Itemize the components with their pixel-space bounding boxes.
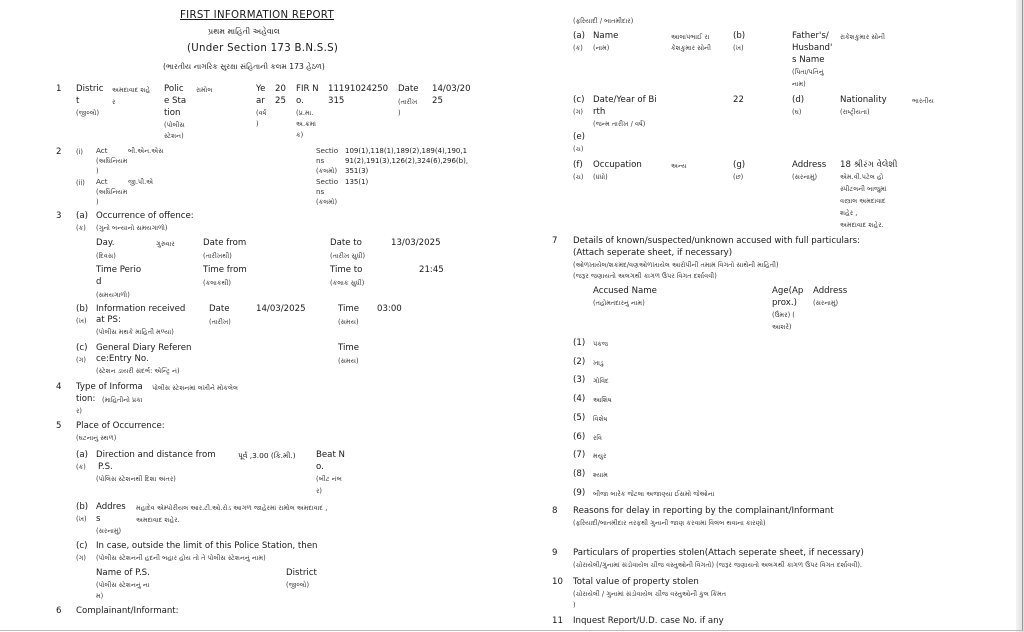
accused-index: (2) (573, 357, 586, 367)
info-date-label: Date (209, 304, 230, 314)
comp-nationality-index-gu: (ઘ) (792, 108, 802, 116)
section-row-1-value: 109(1),118(1),189(2),189(4),190,1 (345, 147, 468, 155)
fir-date-label-gu: (તારીખ (398, 98, 418, 106)
act-row-2-value: જી.પી.એ (128, 178, 154, 186)
comp-father-label-3: s Name (792, 55, 825, 65)
fir-date-value-2: 25 (432, 96, 443, 106)
accused-name: બીજા બારેક જેટલા અજાણ્યા ઈસમો જેઓના (593, 490, 715, 498)
outside-ps-index: (c) (76, 541, 88, 551)
info-time-label-gu: (સમય) (338, 318, 359, 326)
address-label-gu: (સરનામું) (96, 527, 122, 535)
comp-address-value-5: શહેર , (840, 209, 858, 217)
comp-address-value: 18 શ્રીરંગ વેલેશી (840, 160, 898, 170)
time-from-label-gu: (કલાકથી) (203, 279, 231, 287)
accused-name: રવિ (593, 434, 603, 442)
section-row-1-label-gu: (કલમો) (316, 167, 338, 175)
comp-occupation-label-gu: (ધંધો) (593, 173, 608, 181)
day-value: ગુરુવાર (156, 240, 175, 248)
comp-name-value-2: કેશકુમાર સોની (671, 44, 711, 52)
info-date-value: 14/03/2025 (256, 304, 306, 314)
date-from-label: Date from (203, 238, 247, 248)
accused-name-column: Accused Name (593, 286, 657, 296)
accused-name: મયુર (593, 452, 607, 460)
place-label-gu: (ઘટનાનું સ્થળ) (76, 434, 117, 442)
comp-nationality-label-gu: (રાષ્ટ્રીયતા) (840, 108, 870, 116)
fir-number-value-2: 315 (328, 96, 345, 106)
place-label: Place of Occurrence: (76, 421, 165, 431)
section-1-number: 1 (56, 84, 62, 94)
info-type-label-2: tion: (76, 394, 96, 404)
day-label-gu: (દિવસ) (96, 252, 116, 260)
comp-address-index: (g) (733, 160, 746, 170)
comp-e-index-gu: (ચ) (573, 145, 584, 153)
info-received-label: Information received (96, 304, 186, 314)
accused-age-column-gu-2: આશરે) (772, 323, 792, 331)
complainant-label-gu: (ફરિયાદી / બાતમીદાર) (573, 17, 634, 25)
comp-occupation-index-gu: (ચ) (573, 173, 584, 181)
comp-e-index: (e) (573, 132, 585, 142)
time-period-label-2: d (96, 277, 102, 287)
district-value: અમદાવાદ શહે (112, 86, 151, 94)
document-section-gu: (ભારતીય નાગરિક સુરક્ષા સંહિતાની કલમ 173 હેઠળ) (163, 62, 325, 71)
comp-father-index: (b) (733, 31, 746, 41)
section-7-number: 7 (552, 236, 558, 246)
fir-number-label: FIR N (296, 84, 319, 94)
accused-index: (3) (573, 375, 586, 385)
accused-index: (1) (573, 338, 586, 348)
info-type-label-gu: (માહિતીનો પ્રકા (102, 396, 143, 404)
comp-dob-label-2: rth (593, 107, 606, 117)
comp-name-label-gu: (નામ) (593, 44, 610, 52)
section-row-1-label: Sectio (316, 146, 339, 155)
accused-index: (9) (573, 488, 586, 498)
year-label-gu: (વર્ષ (256, 109, 267, 117)
info-time-label: Time (338, 304, 360, 314)
document-section: (Under Section 173 B.N.S.S) (187, 43, 339, 54)
outside-ps-index-gu: (ગ) (76, 554, 86, 562)
district-label-gu: (જીલ્લો) (76, 109, 100, 117)
info-received-label-2: at PS: (96, 315, 121, 325)
comp-dob-value: 22 (733, 95, 744, 105)
address-value: મહાદેવ એમ્પોરીયલ આર.ટી.ઓ.રોડ આગળ જાહેરમાં રામોલ અમદાવાદ , (136, 504, 328, 512)
comp-address-label-gu: (સરનામું) (792, 173, 818, 181)
info-type-label: Type of Informa (76, 382, 143, 392)
info-received-index-gu: (ખ) (76, 317, 87, 325)
accused-index: (5) (573, 413, 586, 423)
section-row-1-value-2: 91(2),191(3),126(2),324(6),296(b), (345, 157, 469, 165)
police-station-value: રામોલ (196, 86, 213, 94)
address-index: (b) (76, 502, 89, 512)
gd-label-gu: (સ્ટેશન ડાયરી સંદર્ભ: એન્ટ્રિ નં) (96, 367, 180, 375)
year-value-2: 25 (275, 96, 286, 106)
outside-ps-label: In case, outside the limit of this Police Station, then (96, 541, 318, 551)
date-from-label-gu: (તારીખથી) (203, 252, 232, 260)
ps-name-label: Name of P.S. (96, 568, 150, 578)
section-row-2-label: Sectio (316, 177, 339, 186)
police-station-label: Polic (164, 84, 184, 94)
date-to-label-gu: (તારીખ સુધી) (330, 252, 366, 260)
section-row-2-label-2: ns (316, 187, 325, 196)
outside-district-label-gu: (જીલ્લો) (286, 581, 310, 589)
police-station-label-3: tion (164, 108, 181, 118)
comp-father-label-gu: (પિતા/પતિનું (792, 68, 824, 76)
gd-label-2: ce:Entry No. (96, 354, 149, 364)
accused-name: આશિષ (593, 396, 612, 404)
day-label: Day. (96, 238, 115, 248)
time-to-label: Time to (330, 265, 363, 275)
page-edge-shadow (1016, 0, 1024, 632)
accused-details-label-2: (Attach seperate sheet, if necessary) (573, 248, 733, 258)
direction-index-gu: (ક) (76, 463, 86, 471)
comp-occupation-label: Occupation (593, 160, 642, 170)
act-row-1-index: (i) (76, 148, 83, 156)
police-station-label-gu-2: સ્ટેશન) (164, 132, 184, 140)
accused-name: ગોવિંદ (593, 377, 609, 385)
comp-name-label: Name (593, 31, 619, 41)
address-label-2: s (96, 514, 101, 524)
district-label-2: t (76, 96, 80, 106)
time-to-label-gu: (કલાક સુધી) (330, 279, 365, 287)
accused-name: ખાડુ (593, 359, 604, 367)
delay-reason-label: Reasons for delay in reporting by the complainant/Informant (573, 506, 834, 516)
fir-number-label-gu: (પ્ર.મા. (296, 109, 314, 117)
comp-name-index: (a) (573, 31, 585, 41)
occurrence-label-gu: (ગુનો બન્યાનો સમયગાળો) (96, 224, 168, 232)
accused-index: (6) (573, 432, 586, 442)
fir-date-label: Date (398, 84, 419, 94)
direction-label: Direction and distance from (96, 450, 216, 460)
info-time-value: 03:00 (377, 304, 402, 314)
accused-index: (4) (573, 394, 586, 404)
accused-details-label: Details of known/suspected/unknown accused with full particulars: (573, 236, 861, 246)
occurrence-index-gu: (ક) (76, 224, 86, 232)
section-row-1-value-3: 351(3) (345, 167, 369, 175)
act-row-2-label-gu-2: ) (96, 198, 99, 206)
comp-father-value: રાકેશકુમાર સોની (840, 33, 885, 41)
accused-address-column-gu: (સરનામું) (813, 299, 839, 307)
accused-name: પંકજ (593, 340, 609, 348)
direction-value: પૂર્વ ,3.00 (કિ.મી.) (238, 451, 296, 460)
fir-number-value: 11191024250 (328, 84, 389, 94)
comp-address-index-gu: (છ) (733, 173, 744, 181)
beat-label-gu-2: ર) (316, 487, 322, 495)
fir-number-label-gu-3: ક) (296, 131, 304, 139)
section-row-1-label-2: ns (316, 156, 325, 165)
occurrence-label: Occurrence of offence: (96, 211, 194, 221)
document-title: FIRST INFORMATION REPORT (180, 10, 334, 21)
comp-father-label: Father's/ (792, 31, 829, 41)
accused-age-column-gu: (ઉંમર) ( (772, 311, 795, 319)
accused-name: વિશેષ (593, 415, 608, 423)
section-9-number: 9 (552, 548, 558, 558)
fir-date-label-gu-2: ) (398, 109, 401, 117)
year-label: Ye (256, 84, 266, 94)
act-row-2-label-gu: (અધિનિયમ (96, 188, 128, 196)
info-type-value: પોલીસ સ્ટેશનમાં લખીને મોકલેલ (152, 384, 238, 392)
act-row-1-label-gu: (અધિનિયમ (96, 157, 128, 165)
police-station-label-2: e Sta (164, 96, 187, 106)
comp-father-label-2: Husband' (792, 43, 833, 53)
comp-address-value-4: વસ્ત્રાલ અમદાવાદ (840, 197, 886, 205)
info-date-label-gu: (તારીખ) (209, 318, 231, 326)
beat-label-2: o. (316, 462, 324, 472)
info-received-index: (b) (76, 304, 89, 314)
accused-age-column: Age(Ap (772, 286, 804, 296)
accused-index: (7) (573, 450, 586, 460)
time-period-label-gu: (સમયગાળો) (96, 291, 130, 299)
gd-label: General Diary Referen (96, 343, 192, 353)
address-label: Addres (96, 502, 126, 512)
occurrence-index: (a) (76, 211, 88, 221)
delay-reason-label-gu: (ફરિયાદી/બાતમીદાર તરફથી ગુનાની જાણ કરવામાં વિલંબ થવાના કારણો) (573, 519, 766, 527)
property-value-label-gu-2: ) (573, 601, 576, 609)
time-period-label: Time Perio (96, 265, 142, 275)
stolen-property-label: Particulars of properties stolen(Attach seperate sheet, if necessary) (573, 548, 864, 558)
inquest-report-label: Inquest Report/U.D. case No. if any (573, 616, 724, 626)
date-to-value: 13/03/2025 (391, 238, 441, 248)
complainant-label: Complainant/Informant: (76, 606, 179, 616)
section-row-2-value: 135(1) (345, 178, 369, 186)
comp-father-index-gu: (ખ) (733, 44, 744, 52)
section-2-number: 2 (56, 147, 62, 157)
accused-address-column: Address (813, 286, 848, 296)
year-label-gu-2: ) (256, 120, 259, 128)
fir-number-label-2: o. (296, 96, 304, 106)
stolen-property-label-gu: (ચોરાયેલી/ગુનામાં સંડોવાયેલ ચીજ વસ્તુઓની વિગતો) (જરૂર જણાયતો અલગથી કાગળ ઉપર વિગત દર્શાવવી). (573, 561, 863, 569)
comp-occupation-value: અન્ય (671, 162, 687, 170)
accused-details-label-gu-2: (જરૂર જણાયતો અલગથી કાગળ ઉપર વિગત દર્શાવવી) (573, 272, 717, 280)
address-index-gu: (ખ) (76, 515, 87, 523)
gd-time-label: Time (338, 343, 360, 353)
ps-name-label-gu-2: મ) (96, 592, 104, 600)
direction-label-gu: (પોલિસ સ્ટેશનથી દિશા અંતર) (96, 475, 176, 483)
act-row-2-label: Act (96, 177, 108, 186)
act-row-1-label: Act (96, 146, 108, 155)
section-8-number: 8 (552, 506, 558, 516)
comp-dob-label: Date/Year of Bi (593, 95, 657, 105)
time-from-label: Time from (203, 265, 247, 275)
act-row-1-value: બી.એન.એસ (128, 147, 164, 155)
accused-index: (8) (573, 469, 586, 479)
gd-time-label-gu: (સમય) (338, 357, 359, 365)
fir-date-value: 14/03/20 (432, 84, 471, 94)
accused-name-column-gu: (તહોમતદારનું નામ) (593, 299, 645, 307)
comp-name-value: આલાપભાઈ રા (671, 33, 710, 41)
comp-address-value-3: સ્પીટલની બાજુમાં (840, 185, 887, 193)
police-station-label-gu: (પોલીસ (164, 121, 185, 129)
district-label: Distric (76, 84, 104, 94)
comp-address-value-2: એમ.વી.પટેલ હો (840, 173, 884, 181)
ps-name-label-gu: (પોલીસ સ્ટેશનનું ના (96, 581, 150, 589)
comp-dob-label-gu: (જન્મ તારીખ / વર્ષ) (593, 120, 646, 128)
time-to-value: 21:45 (419, 265, 444, 275)
info-type-label-gu-2: ર) (76, 407, 82, 415)
comp-occupation-index: (f) (573, 160, 583, 170)
section-row-2-label-gu: (કલમો) (316, 198, 338, 206)
outside-district-label: District (286, 568, 317, 578)
accused-details-label-gu: (ઓળખાયેલ/શકમંદ/વણઓળખાયેલ આરોપીની તમામ વિગતો સાથેની માહિતી) (573, 261, 779, 269)
section-11-number: 11 (552, 616, 563, 626)
section-10-number: 10 (552, 577, 563, 587)
year-label-2: ar (256, 96, 265, 106)
gd-index-gu: (ગ) (76, 356, 86, 364)
district-value-2: ર (112, 98, 116, 106)
section-6-number: 6 (56, 606, 62, 616)
address-value-2: અમદાવાદ શહેર. (136, 516, 180, 524)
comp-father-label-gu-2: નામ) (792, 80, 806, 88)
date-to-label: Date to (330, 238, 362, 248)
accused-age-column-2: prox.) (772, 298, 797, 308)
comp-address-value-6: અમદાવાદ શહેર. (840, 221, 884, 229)
section-3-number: 3 (56, 211, 62, 221)
document-title-gu: પ્રથમ માહિતી અહેવાલ (208, 27, 280, 36)
gd-index: (c) (76, 343, 88, 353)
comp-nationality-index: (d) (792, 95, 805, 105)
comp-dob-index-gu: (ગ) (573, 108, 583, 116)
outside-ps-label-gu: (પોલીસ સ્ટેશનની હદની બહાર હોય તો તે પોલીસ સ્ટેશનનું નામ) (96, 554, 266, 562)
property-value-label-gu: (ચોરાયેલી / ગુનામાં સંડોવાયેલ ચીજ વસ્તુઓની કુલ કિંમત (573, 590, 727, 598)
section-4-number: 4 (56, 382, 62, 392)
info-received-label-gu: (પોલીસ મથકે માહિતી મળ્યા) (96, 328, 174, 336)
comp-nationality-value: ભારતીય (912, 97, 934, 105)
comp-name-index-gu: (ક) (573, 44, 583, 52)
comp-address-label: Address (792, 160, 827, 170)
year-value: 20 (275, 84, 286, 94)
section-5-number: 5 (56, 421, 62, 431)
accused-name: શ્યામ (593, 471, 608, 479)
beat-label: Beat N (316, 450, 345, 460)
beat-label-gu: (બીટ નંબ (316, 475, 342, 483)
act-row-2-index: (ii) (76, 179, 85, 187)
direction-ps: P.S. (98, 462, 113, 472)
fir-number-label-gu-2: અ.ક્રમાં (296, 120, 316, 128)
comp-nationality-label: Nationality (840, 95, 887, 105)
direction-index: (a) (76, 450, 88, 460)
comp-dob-index: (c) (573, 95, 585, 105)
act-row-1-label-gu-2: ) (96, 167, 99, 175)
property-value-label: Total value of property stolen (573, 577, 699, 587)
